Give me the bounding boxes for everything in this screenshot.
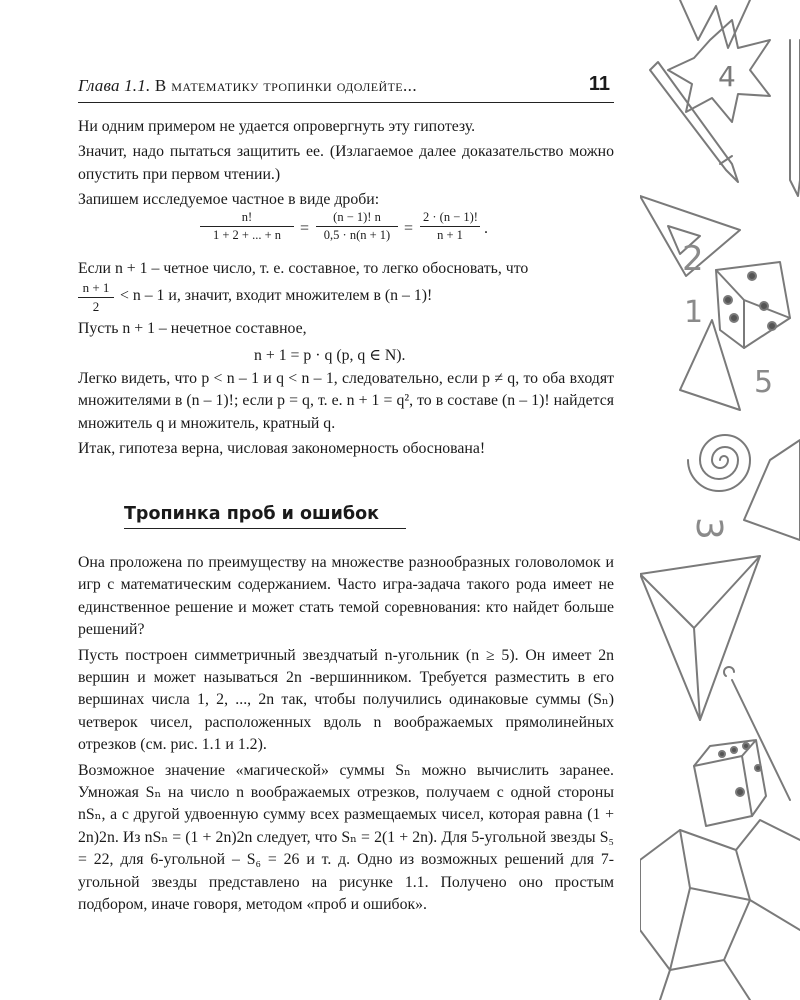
section-title: Тропинка проб и ошибок (124, 504, 406, 529)
paragraph-6: Легко видеть, что p < n – 1 и q < n – 1, следовательно, если p ≠ q, то оба входят множителями в (n – 1)!; если p = q, т. е. n + 1 = q², то в составе (n – 1)! найдется множитель q и множитель, кратный q. (78, 370, 614, 432)
deco-digit-3: 3 (688, 517, 729, 540)
equation-period: . (484, 220, 488, 237)
triangle-doodle (680, 320, 740, 410)
chapter-heading (78, 76, 417, 96)
composite-equation: n + 1 = p · q (p, q ∈ N). (254, 347, 406, 364)
paragraph-3: Запишем исследуемое частное в виде дроби: (78, 191, 380, 209)
text-block-5 (78, 368, 614, 461)
running-header (78, 70, 614, 103)
pyramid-icon (640, 556, 760, 720)
page-number: 11 (588, 73, 610, 95)
inline-fraction-numerator: n + 1 (78, 280, 114, 298)
text-block-2 (78, 258, 614, 280)
text-block-6 (78, 552, 614, 917)
inline-fraction-denominator: 2 (92, 299, 100, 314)
deco-digit-2: 2 (682, 239, 704, 279)
deco-digit-1: 1 (684, 295, 704, 330)
fraction-3-numerator: 2 · (n − 1)! (420, 210, 480, 227)
pencil-icon-2 (790, 40, 800, 196)
matchstick-icon (724, 667, 790, 800)
paragraph-1: Ни одним примером не удается опровергнуть эту гипотезу. (78, 118, 476, 135)
section-paragraph-2: Пусть построен симметричный звездчатый n-угольник (n ≥ 5). Он имеет 2n вершин и может называться 2n -вершинником. Требуется разместить в его вершинах числа 1, 2, ..., 2n так, чтобы получились одинаковые суммы (Sₙ) четверок чисел, расположенных вдоль n воображаемых прямолинейных отрезков (см. рис. 1.1 и 1.2). (78, 646, 614, 754)
fraction-1-numerator: n! (200, 210, 294, 227)
paragraph-4-line-2: < n – 1 и, значит, входит множителем в (n – 1)! (120, 287, 433, 304)
pyramid-wedge-doodle (744, 440, 800, 540)
paragraph-4-line-1: Если n + 1 – четное число, т. е. составное, то легко обосновать, что (78, 260, 529, 277)
dice-icon (716, 262, 790, 348)
margin-doodles (640, 0, 800, 1000)
fraction-1 (200, 210, 294, 243)
polyhedron-icon (640, 820, 800, 1000)
fraction-3 (420, 210, 480, 243)
fraction-2-numerator: (n − 1)! n (316, 210, 398, 227)
paragraph-5: Пусть n + 1 – нечетное составное, (78, 320, 307, 337)
paragraph-7: Итак, гипотеза верна, числовая закономерность обоснована! (78, 440, 486, 458)
section-paragraph-3: Возможное значение «магической» суммы Sₙ можно вычислить заранее. Умножая Sₙ на число n воображаемых отрезков, получаем с одной стороны nSₙ, а с другой удвоенную сумму всех размещаемых чисел, которая равна (1 + 2n)2n. Из nSₙ = (1 + 2n)2n следует, что Sₙ = 2(1 + 2n). Для 5-угольной звезды S₅ = 22, для 6-угольной – S₆ = 26 и т. д. Одно из возможных решений для 7-угольной звезды представлено на рисунке 1.1. Получено оно простым подбором, иначе говоря, методом «проб и ошибок». (78, 761, 614, 914)
text-block-3 (120, 285, 614, 307)
fraction-2-denominator: 0,5 · n(n + 1) (323, 228, 391, 242)
chapter-title: В математику тропинки одолейте... (154, 76, 417, 95)
inline-fraction (78, 280, 114, 315)
zigzag-doodle (680, 0, 750, 48)
text-block-1 (78, 116, 614, 212)
deco-digit-4: 4 (718, 60, 736, 93)
equals-sign-1: = (300, 220, 310, 237)
chapter-label: Глава 1.1. (78, 76, 151, 95)
starburst-doodle (668, 20, 770, 122)
fraction-2 (316, 210, 398, 243)
fraction-1-denominator: 1 + 2 + ... + n (212, 228, 282, 242)
dice-icon-2 (694, 740, 766, 826)
text-block-4 (78, 318, 614, 340)
equals-sign-2: = (404, 220, 414, 237)
section-paragraph-1: Она проложена по преимуществу на множестве разнообразных головоломок и игр с математическим содержанием. Часто игра-задача такого рода имеет не единственное решение и может стать темой соревнования: кто найдет больше решений? (78, 554, 614, 639)
fraction-3-denominator: n + 1 (437, 228, 463, 242)
paragraph-2: Значит, надо пытаться защитить ее. (Излагаемое далее доказательство можно опустить при первом чтении.) (78, 143, 614, 183)
spiral-doodle (688, 435, 750, 491)
deco-digit-5: 5 (754, 365, 774, 400)
